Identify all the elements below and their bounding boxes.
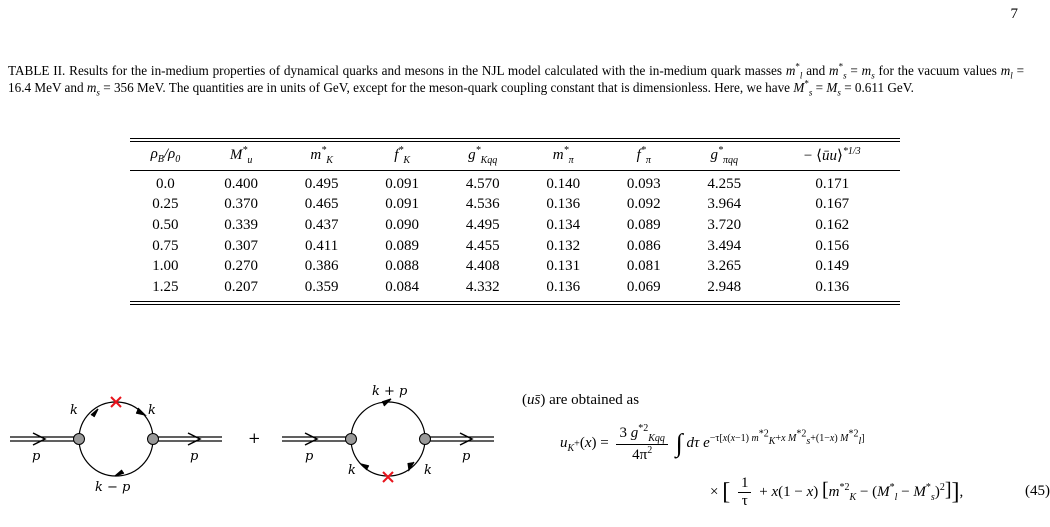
- table-cell: 4.332: [465, 278, 500, 295]
- header-kaon-coupling: $g^*_{Kqq}$: [468, 145, 498, 166]
- table-caption: TABLE II. Results for the in-medium properties of dynamical quarks and mesons in the NJL model calculated with the in-medium quark masses $m^*_l$ and $m^*_s = m_s$ for the vacuum values $m_l = 16.4$ MeV and $m_s = 356$ MeV. The quantities are in units of GeV, except for the meson-quark coupling constant that is dimensionless. Here, we have $M^*_s = M_s = 0.611$ GeV.: [8, 61, 1025, 98]
- vertex: [420, 434, 431, 445]
- table-cell: 0.136: [546, 196, 581, 213]
- table-cell: 0.084: [385, 278, 420, 295]
- table-cell: 1.25: [152, 278, 179, 295]
- table-cell: 0.171: [815, 175, 850, 192]
- table-cell: 0.089: [626, 216, 661, 233]
- table-cell: 4.536: [465, 196, 500, 213]
- header-condensate: − ⟨ūu⟩$^{*1/3}$: [803, 146, 861, 164]
- feynman-diagrams: [0, 378, 505, 498]
- table-cell: 3.720: [707, 216, 742, 233]
- header-kaon-decay: $f^*_K$: [394, 145, 411, 166]
- table-cell: 0.307: [224, 237, 258, 254]
- results-table: [130, 138, 900, 305]
- vertex: [346, 434, 357, 445]
- table-cell: 0.156: [815, 237, 850, 254]
- table-cell: 0.081: [626, 258, 661, 275]
- table-cell: 0.359: [304, 278, 339, 295]
- vertex: [74, 434, 85, 445]
- header-density: $\rho_B/\rho_0$: [150, 146, 181, 165]
- table-cell: 0.136: [815, 278, 850, 295]
- table-cell: 3.265: [707, 258, 742, 275]
- table-cell: 3.964: [707, 196, 742, 213]
- table-cell: 0.25: [152, 196, 179, 213]
- diagram-2: [282, 399, 494, 482]
- table-cell: 0.386: [304, 258, 339, 275]
- vertex: [148, 434, 159, 445]
- label-k: k: [348, 463, 356, 478]
- table-bottom-rule: [130, 301, 900, 305]
- table-cell: 0.370: [224, 196, 258, 213]
- plus-sign: +: [248, 429, 261, 447]
- table-cell: 1.00: [152, 258, 179, 275]
- diagram-1: [10, 397, 222, 476]
- header-pion-mass: $m^*_\pi$: [552, 145, 574, 166]
- table-cell: 0.091: [385, 196, 420, 213]
- table-cell: 2.948: [707, 278, 742, 295]
- equation-intro: (us̄) are obtained as: [522, 392, 640, 408]
- table-row: [130, 195, 900, 216]
- table-cell: 4.255: [707, 175, 742, 192]
- table-header-row: [130, 142, 900, 171]
- table-cell: 0.437: [304, 216, 339, 233]
- table-cell: 0.089: [385, 237, 420, 254]
- table-cell: 0.400: [224, 175, 258, 192]
- table-cell: 4.495: [465, 216, 500, 233]
- label-k: k: [148, 403, 156, 418]
- equation-number: (45): [1025, 483, 1050, 499]
- table-cell: 0.092: [626, 196, 661, 213]
- table-cell: 4.570: [465, 175, 500, 192]
- table-cell: 0.75: [152, 237, 179, 254]
- table-cell: 0.090: [385, 216, 420, 233]
- table-cell: 0.495: [304, 175, 339, 192]
- table-cell: 0.131: [546, 258, 581, 275]
- table-cell: 0.134: [546, 216, 581, 233]
- label-k-minus-p: k − p: [95, 480, 131, 495]
- label-k-plus-p: k + p: [372, 384, 408, 399]
- table-cell: 0.132: [546, 237, 581, 254]
- table-cell: 0.50: [152, 216, 179, 233]
- table-row: [130, 215, 900, 236]
- table-row: [130, 236, 900, 257]
- label-p: p: [32, 449, 41, 464]
- table-cell: 4.455: [465, 237, 500, 254]
- table-cell: 0.411: [305, 237, 339, 254]
- table-cell: 0.0: [156, 175, 175, 192]
- table-cell: 0.069: [626, 278, 661, 295]
- header-quark-mass: $M^*_u$: [229, 145, 253, 166]
- table-cell: 0.093: [626, 175, 661, 192]
- table-row: [130, 256, 900, 277]
- label-k: k: [424, 463, 432, 478]
- label-p: p: [305, 449, 314, 464]
- header-kaon-mass: $m^*_K$: [310, 145, 333, 166]
- table-cell: 0.140: [546, 175, 581, 192]
- table-cell: 0.091: [385, 175, 420, 192]
- table-row: [130, 277, 900, 298]
- table-cell: 0.088: [385, 258, 420, 275]
- table-cell: 0.339: [224, 216, 258, 233]
- table-cell: 0.086: [626, 237, 661, 254]
- label-p: p: [190, 449, 199, 464]
- table-cell: 0.136: [546, 278, 581, 295]
- table-cell: 0.149: [815, 258, 850, 275]
- caption-label: TABLE II.: [8, 63, 66, 78]
- label-p: p: [462, 449, 471, 464]
- table-cell: 0.162: [815, 216, 850, 233]
- header-pion-decay: $f^*_\pi$: [636, 145, 651, 166]
- mass-insertion-icon: [383, 472, 393, 482]
- equation-45: $u_{K^+}(x)$ = $\frac{3 g^{*2}_{Kqq}}{4\pi^2}$ ∫ dτ $e^{-\tau[x(x-1) m^{*2}_K+x M^{*2}_s+(1-x) M^{*2}_l]}$ × [ $\frac{1}{\tau}$ + x(1 − x) $[m^{*2}_K - (M^*_l - M^*_s)^2]$], (45): [560, 423, 1050, 509]
- table-cell: 4.408: [465, 258, 500, 275]
- table-cell: 0.167: [815, 196, 850, 213]
- label-k: k: [70, 403, 78, 418]
- page-number: 7: [1010, 6, 1018, 22]
- header-pion-coupling: $g^*_{\pi qq}$: [710, 145, 739, 166]
- table-row: [130, 174, 900, 195]
- table-cell: 0.270: [224, 258, 258, 275]
- table-cell: 0.207: [224, 278, 258, 295]
- table-cell: 0.465: [304, 196, 339, 213]
- table-cell: 3.494: [707, 237, 742, 254]
